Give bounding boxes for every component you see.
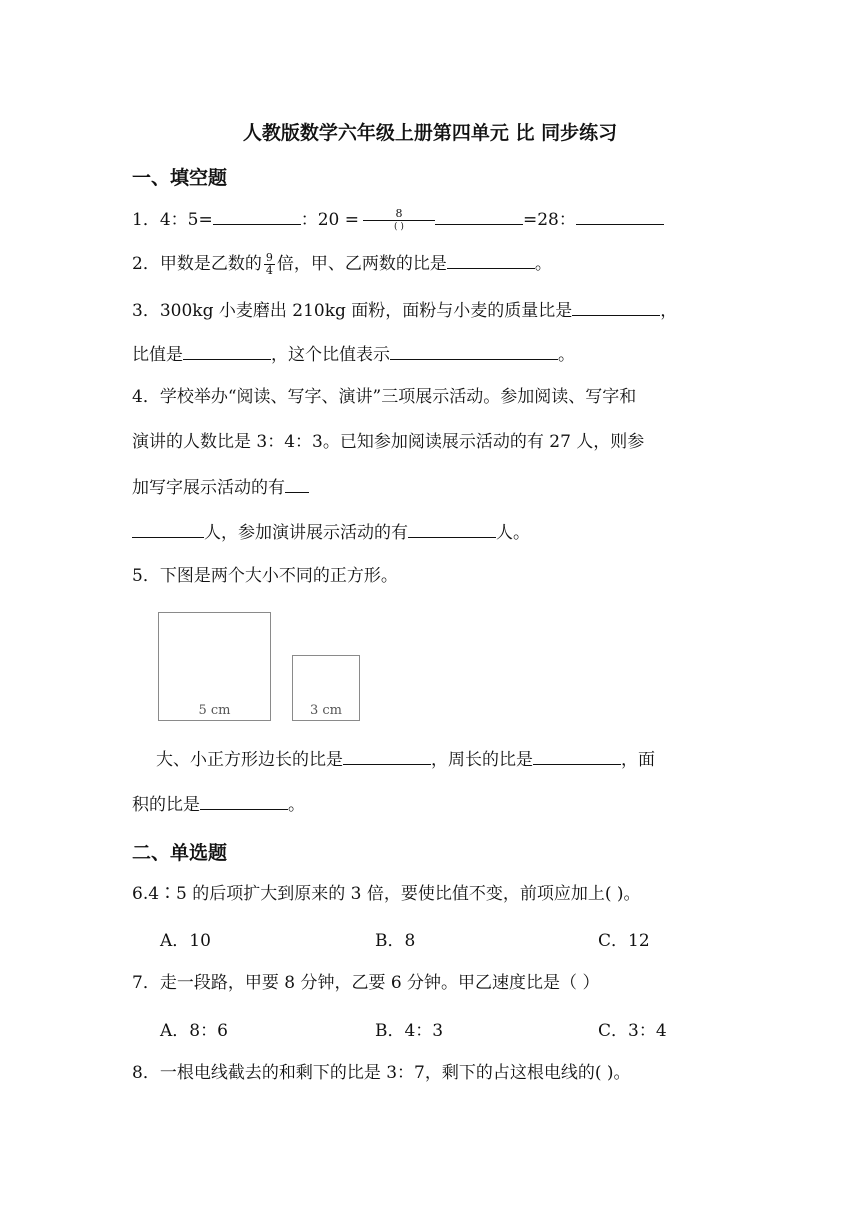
q2-blank[interactable] xyxy=(447,250,535,269)
q2-text-c: 。 xyxy=(534,254,552,274)
q3-line2-c: 。 xyxy=(558,345,575,365)
q5-line1-b: ，周长的比是 xyxy=(431,750,533,770)
q6-option-b[interactable]: B．8 xyxy=(375,931,416,951)
q2-text-a: 2．甲数是乙数的 xyxy=(132,254,262,274)
q1-fraction-numerator: 8 xyxy=(363,207,435,221)
q3-blank-1[interactable] xyxy=(572,297,660,316)
q1-blank-3[interactable] xyxy=(576,206,664,225)
question-6: 6.4∶5 的后项扩大到原来的 3 倍，要使比值不变，前项应加上( )。 xyxy=(132,884,641,904)
question-5-line-1 xyxy=(156,746,655,772)
question-4-line-3 xyxy=(132,474,309,500)
question-2 xyxy=(132,250,552,277)
q3-line1-a: 3．300kg 小麦磨出 210kg 面粉，面粉与小麦的质量比是 xyxy=(132,301,573,321)
q5-line2-a: 积的比是 xyxy=(132,795,200,815)
question-3-line-2 xyxy=(132,341,575,367)
q5-blank-3[interactable] xyxy=(200,791,288,810)
question-4-line-1: 4．学校举办“阅读、写字、演讲”三项展示活动。参加阅读、写字和 xyxy=(132,387,637,407)
question-5: 5．下图是两个大小不同的正方形。 xyxy=(132,566,398,586)
question-4-line-2: 演讲的人数比是 3：4：3。已知参加阅读展示活动的有 27 人，则参 xyxy=(132,432,645,452)
q5-line2-b: 。 xyxy=(288,795,305,815)
q1-blank-1[interactable] xyxy=(213,206,301,225)
q4-blank-2[interactable] xyxy=(408,519,496,538)
large-square-figure xyxy=(158,612,271,721)
section-single-choice-heading: 二、单选题 xyxy=(132,842,228,864)
q7-option-b[interactable]: B．4：3 xyxy=(375,1021,444,1041)
q4-line3-text: 加写字展示活动的有 xyxy=(132,478,285,498)
question-4-line-4 xyxy=(132,519,530,545)
q2-text-b: 倍，甲、乙两数的比是 xyxy=(276,254,447,274)
q2-fraction-denominator: 4 xyxy=(265,264,273,277)
question-3-line-1 xyxy=(132,297,677,323)
q4-blank-1-start[interactable] xyxy=(285,474,309,493)
q4-blank-1[interactable] xyxy=(132,519,204,538)
small-square-figure xyxy=(292,655,360,721)
q2-fraction xyxy=(264,252,275,277)
q3-line2-b: ，这个比值表示 xyxy=(271,345,390,365)
q6-option-a[interactable]: A．10 xyxy=(160,931,211,951)
section-fill-blank-heading: 一、填空题 xyxy=(132,167,228,189)
q1-fraction xyxy=(363,207,435,234)
q3-blank-3[interactable] xyxy=(390,341,558,360)
q3-blank-2[interactable] xyxy=(183,341,271,360)
small-square-label: 3 cm xyxy=(309,703,342,718)
q3-line2-a: 比值是 xyxy=(132,345,183,365)
q6-option-c[interactable]: C．12 xyxy=(598,931,650,951)
q1-mid: ：20 = xyxy=(300,210,359,230)
q4-line4-a: 人，参加演讲展示活动的有 xyxy=(204,523,408,543)
q2-fraction-numerator: 9 xyxy=(265,251,273,264)
question-5-line-2 xyxy=(132,791,305,817)
question-1 xyxy=(132,206,664,234)
question-8: 8．一根电线截去的和剩下的比是 3：7，剩下的占这根电线的( )。 xyxy=(132,1063,631,1083)
q1-prefix: 1．4：5= xyxy=(132,210,213,230)
q5-blank-2[interactable] xyxy=(533,746,621,765)
q5-line1-c: ，面 xyxy=(621,750,655,770)
large-square-label: 5 cm xyxy=(198,703,231,718)
q7-option-c[interactable]: C．3：4 xyxy=(598,1021,667,1041)
q4-line4-b: 人。 xyxy=(496,523,530,543)
q1-fraction-denominator: ( ) xyxy=(394,222,404,232)
q5-line1-a: 大、小正方形边长的比是 xyxy=(156,750,343,770)
q1-blank-2[interactable] xyxy=(435,206,523,225)
q1-suffix: =28： xyxy=(522,210,576,230)
q3-line1-b: ， xyxy=(660,301,678,321)
question-7: 7．走一段路，甲要 8 分钟，乙要 6 分钟。甲乙速度比是（ ） xyxy=(132,973,600,993)
q7-option-a[interactable]: A．8：6 xyxy=(160,1021,228,1041)
page-title: 人教版数学六年级上册第四单元 比 同步练习 xyxy=(242,122,618,144)
q5-blank-1[interactable] xyxy=(343,746,431,765)
